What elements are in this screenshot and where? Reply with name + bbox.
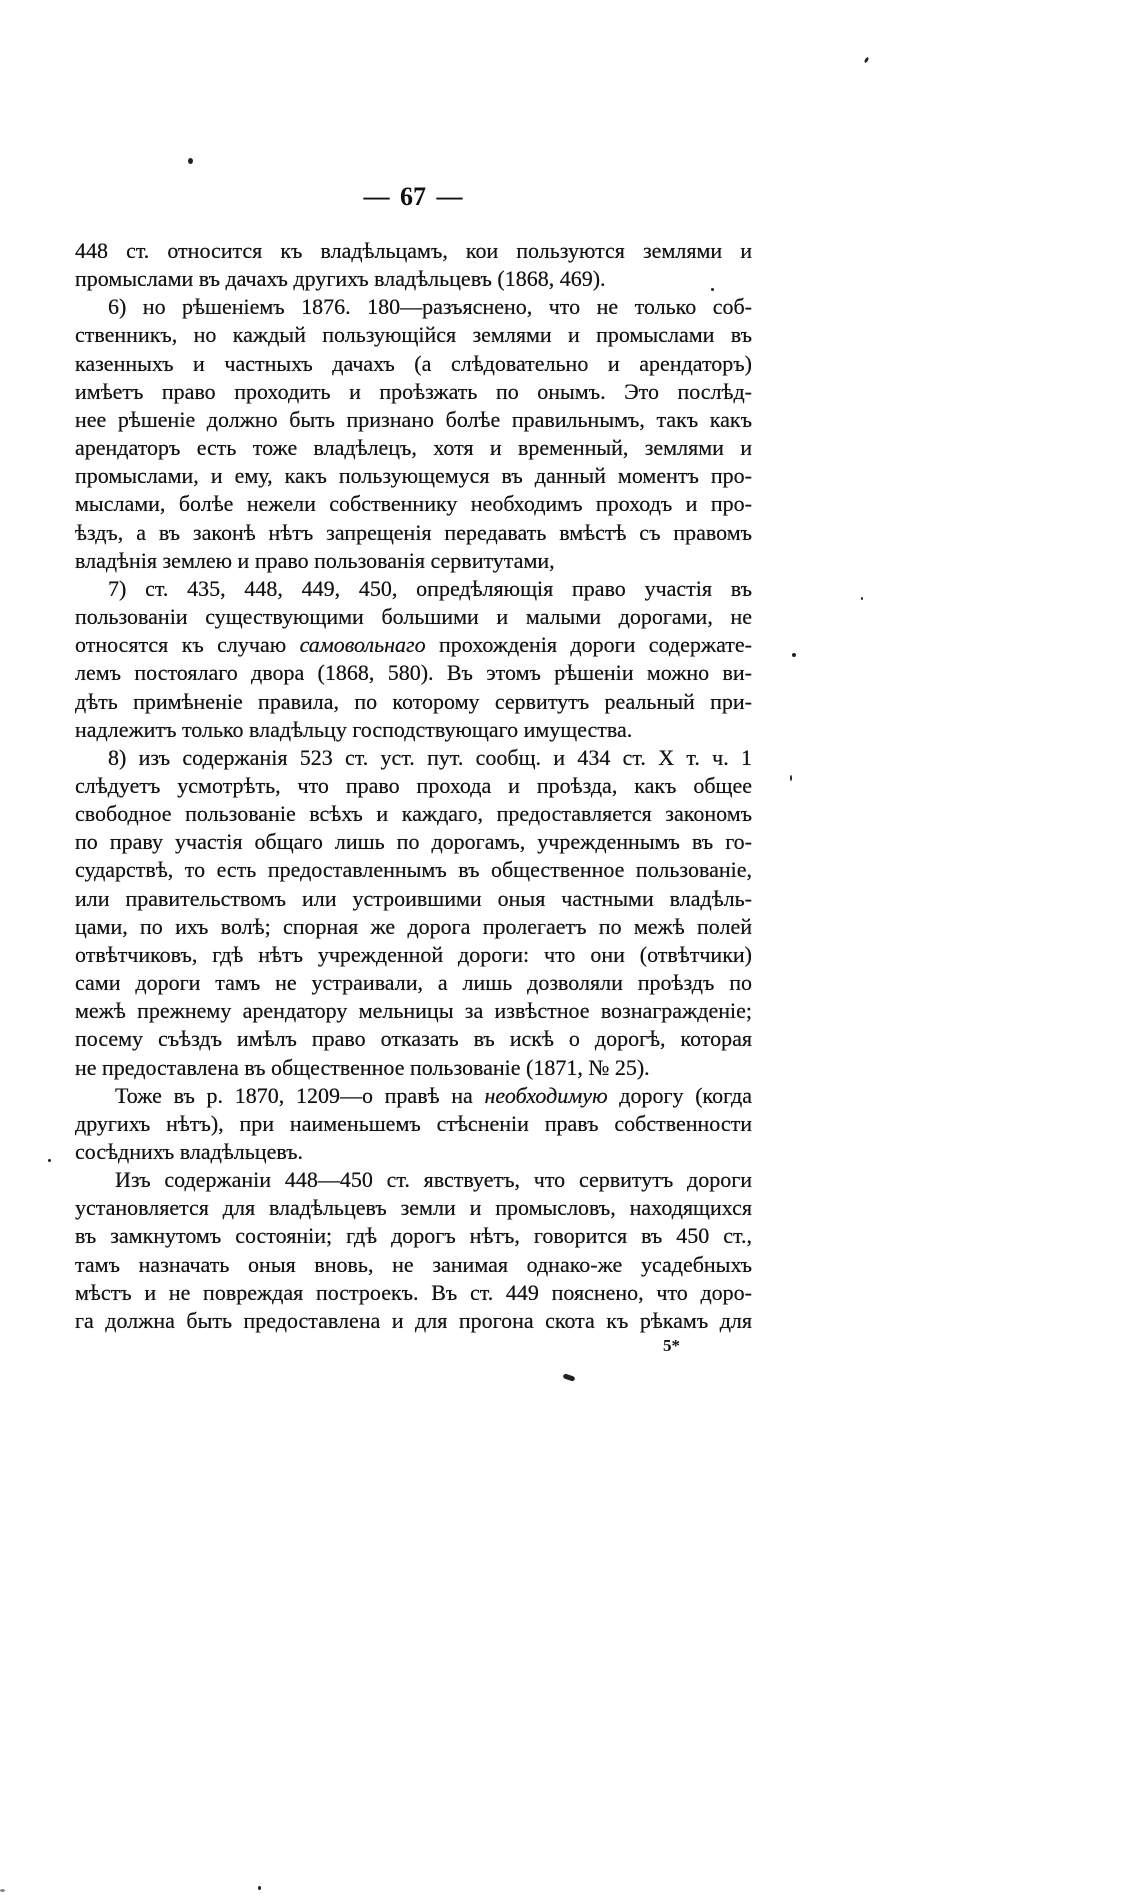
text-line: или правительствомъ или устроившими оныя частными владѣль- <box>75 885 752 911</box>
text-line: дѣть примѣненіе правила, по которому сервитутъ реальный при- <box>75 688 752 714</box>
text-line: владѣнія землею и право пользованія сервитутами, <box>75 547 555 573</box>
italic-emphasis: необходимую <box>484 1082 608 1108</box>
page-number: — 67 — <box>363 182 463 211</box>
text-line: слѣдуетъ усмотрѣть, что право прохода и проѣзда, какъ общее <box>75 772 752 798</box>
paragraph <box>75 1082 752 1166</box>
text-line: не предоставлена въ общественное пользованіе (1871, № 25). <box>75 1054 650 1080</box>
text-line: нее рѣшеніе должно быть признано болѣе правильнымъ, такъ какъ <box>75 406 752 432</box>
text-line: надлежитъ только владѣльцу господствующаго имущества. <box>75 716 633 742</box>
scan-speck <box>188 158 193 164</box>
text-line: 8) изъ содержанія 523 ст. уст. пут. сообщ. и 434 ст. X т. ч. 1 <box>108 744 752 770</box>
text-line: свободное пользованіе всѣхъ и каждаго, предоставляется закономъ <box>75 801 752 827</box>
text-line: мѣстъ и не повреждая построекъ. Въ ст. 449 пояснено, что доро- <box>75 1279 752 1305</box>
scan-speck <box>563 1373 576 1381</box>
text-line: казенныхъ и частныхъ дачахъ (а слѣдовательно и арендаторъ) <box>75 350 752 376</box>
text-line: въ замкнутомъ состояніи; гдѣ дорогъ нѣтъ, говорится въ 450 ст., <box>75 1223 752 1249</box>
scan-speck <box>48 1159 51 1162</box>
text-line: 448 ст. относится къ владѣльцамъ, кои пользуются землями и <box>75 238 752 263</box>
text-run: прохожденія дороги содержате- <box>425 632 752 658</box>
text-line: га должна быть предоставлена и для прогона скота къ рѣкамъ для <box>75 1307 752 1333</box>
text-line: ѣздъ, а въ законѣ нѣтъ запрещенія передавать вмѣстѣ съ правомъ <box>75 519 752 545</box>
paragraph <box>75 744 752 1082</box>
italic-emphasis: самовольнаго <box>299 632 426 658</box>
text-line: посему съѣздъ имѣлъ право отказать въ искѣ о дорогѣ, которая <box>75 1026 752 1052</box>
text-line: 7) ст. 435, 448, 449, 450, опредѣляющія право участія въ <box>108 575 752 601</box>
text-line: сами дороги тамъ не устраивали, а лишь дозволяли проѣздъ по <box>75 970 752 996</box>
scan-speck <box>790 775 792 781</box>
text-line <box>75 1082 752 1110</box>
scan-speck <box>864 57 870 64</box>
page-body-text <box>75 237 752 1335</box>
text-line: установляется для владѣльцевъ земли и промысловъ, находящихся <box>75 1195 752 1221</box>
text-line: пользованіи существующими большими и малыми дорогами, не <box>75 604 752 630</box>
paragraph <box>75 293 752 575</box>
text-line: промыслами въ дачахъ другихъ владѣльцевъ (1868, 469). <box>75 266 606 292</box>
text-line: 6) но рѣшеніемъ 1876. 180—разъяснено, что не только соб- <box>108 294 752 320</box>
text-line: цами, по ихъ волѣ; спорная же дорога пролегаетъ по межѣ полей <box>75 913 752 939</box>
text-line: сударствѣ, то есть предоставленнымъ въ общественное пользованіе, <box>75 857 752 883</box>
scan-speck <box>258 1886 261 1890</box>
text-line: лемъ постоялаго двора (1868, 580). Въ этомъ рѣшеніи можно ви- <box>75 660 752 686</box>
text-line <box>75 631 752 659</box>
text-run: Тоже въ р. 1870, 1209—о правѣ на <box>115 1082 485 1108</box>
text-line: межѣ прежнему арендатору мельницы за извѣстное вознагражденіе; <box>75 998 752 1024</box>
scan-speck <box>861 597 863 600</box>
text-line: имѣетъ право проходить и проѣзжать по онымъ. Это послѣд- <box>75 378 752 404</box>
text-line: Изъ содержаніи 448—450 ст. явствуетъ, что сервитутъ дороги <box>115 1167 752 1193</box>
signature-mark: 5* <box>663 1336 680 1355</box>
paragraph <box>75 575 752 744</box>
paragraph <box>75 237 752 293</box>
text-line: по праву участія общаго лишь по дорогамъ, учрежденнымъ въ го- <box>75 829 752 855</box>
text-line: отвѣтчиковъ, гдѣ нѣтъ учрежденной дороги: что они (отвѣтчики) <box>75 941 752 967</box>
text-line: сосѣднихъ владѣльцевъ. <box>75 1139 304 1164</box>
scan-speck <box>0 1889 5 1892</box>
paragraph <box>75 1166 752 1335</box>
text-line: мыслами, болѣе нежели собственнику необходимъ проходъ и про- <box>75 491 752 517</box>
text-line: тамъ назначать оныя вновь, не занимая однако-же усадебныхъ <box>75 1251 752 1277</box>
text-line: промыслами, и ему, какъ пользующемуся въ данный моментъ про- <box>75 463 752 489</box>
text-line: другихъ нѣтъ), при наименьшемъ стѣсненіи правъ собственности <box>75 1110 752 1136</box>
scan-speck <box>792 653 796 657</box>
text-run: дорогу (когда <box>607 1082 753 1108</box>
text-line: ственникъ, но каждый пользующійся землями и промыслами въ <box>75 322 752 348</box>
text-line: арендаторъ есть тоже владѣлецъ, хотя и временный, землями и <box>75 435 752 461</box>
text-run: относятся къ случаю <box>75 632 300 658</box>
